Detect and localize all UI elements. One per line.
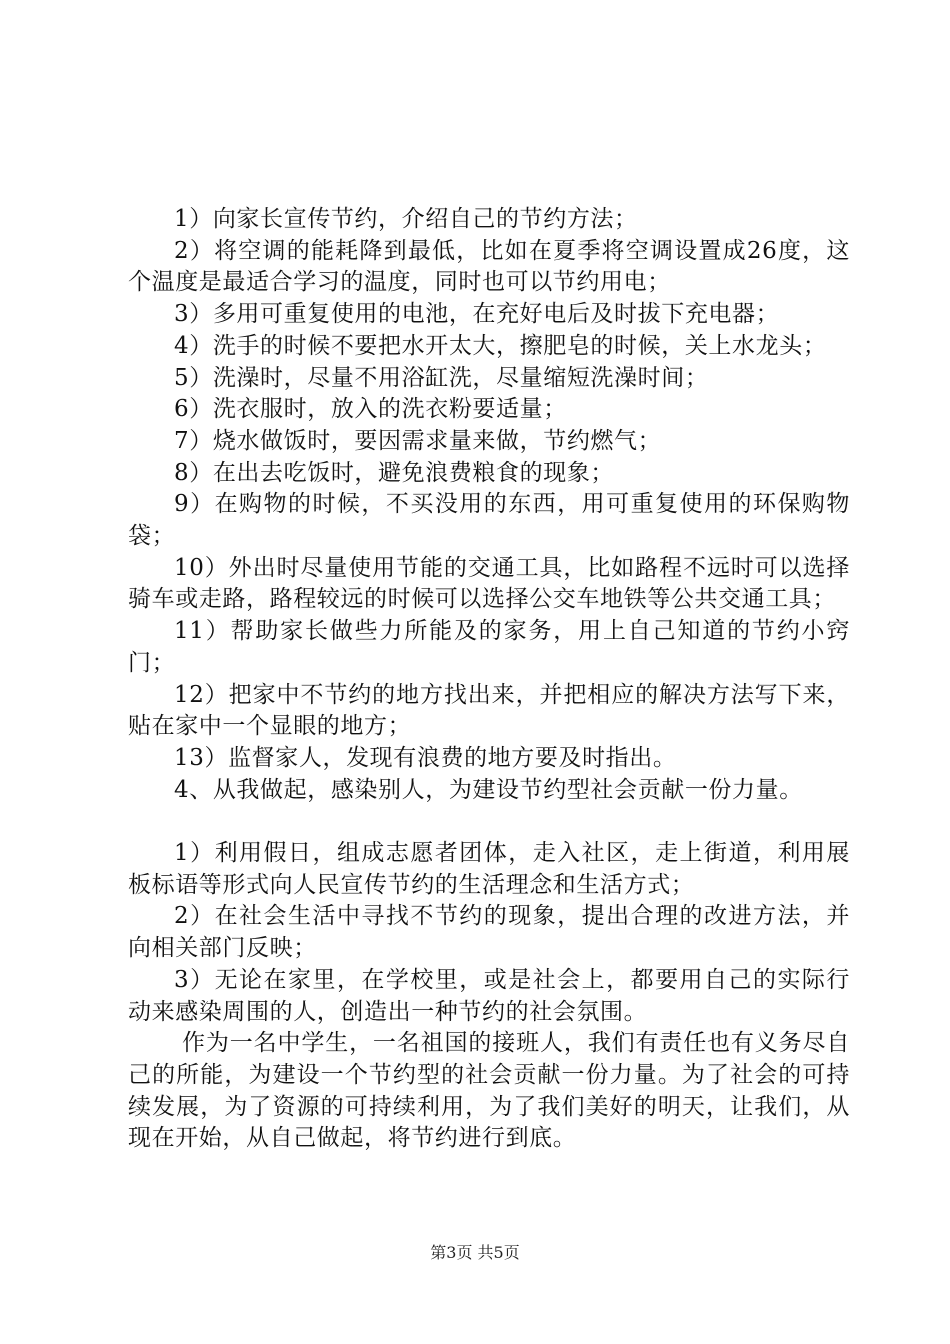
list-item: 5）洗澡时，尽量不用浴缸洗，尽量缩短洗澡时间； bbox=[174, 364, 709, 391]
list-item: 11）帮助家长做些力所能及的家务，用上自己知道的节约小窍门； bbox=[128, 618, 850, 676]
list-item: 8）在出去吃饭时，避免浪费粮食的现象； bbox=[174, 459, 615, 486]
section-heading: 4、从我做起，感染别人，为建设节约型社会贡献一份力量。 bbox=[174, 776, 803, 803]
list-item: 2）在社会生活中寻找不节约的现象，提出合理的改进方法，并向相关部门反映； bbox=[128, 903, 850, 962]
list-item: 13）监督家人，发现有浪费的地方要及时指出。 bbox=[174, 744, 677, 771]
list-item: 7）烧水做饭时，要因需求量来做，节约燃气； bbox=[174, 427, 662, 454]
list-item: 6）洗衣服时，放入的洗衣粉要适量； bbox=[174, 396, 567, 423]
paragraph-gap bbox=[128, 806, 850, 838]
document-body bbox=[128, 204, 850, 1155]
list-item: 1）向家长宣传节约，介绍自己的节约方法； bbox=[174, 206, 638, 232]
list-item: 10）外出时尽量使用节能的交通工具，比如路程不远时可以选择骑车或走路，路程较远的时候可以选择公交车地铁等公共交通工具； bbox=[128, 554, 850, 613]
list-item: 12）把家中不节约的地方找出来，并把相应的解决方法写下来，贴在家中一个显眼的地方； bbox=[128, 681, 850, 740]
closing-paragraph: 作为一名中学生，一名祖国的接班人，我们有责任也有义务尽自己的所能，为建设一个节约型的社会贡献一份力量。为了社会的可持续发展，为了资源的可持续利用，为了我们美好的明天，让我们，从现在开始，从自己做起，将节约进行到底。 bbox=[128, 1030, 850, 1152]
list-item: 9）在购物的时候，不买没用的东西，用可重复使用的环保购物袋； bbox=[128, 491, 850, 550]
list-item: 4）洗手的时候不要把水开太大，擦肥皂的时候，关上水龙头； bbox=[174, 332, 827, 359]
list-item: 1）利用假日，组成志愿者团体，走入社区，走上街道，利用展板标语等形式向人民宣传节约的生活理念和生活方式； bbox=[128, 840, 850, 898]
list-item: 3）无论在家里，在学校里，或是社会上，都要用自己的实际行动来感染周围的人，创造出一种节约的社会氛围。 bbox=[128, 966, 850, 1025]
list-item: 2）将空调的能耗降到最低，比如在夏季将空调设置成26度，这个温度是最适合学习的温度，同时也可以节约用电； bbox=[128, 237, 850, 296]
page-number: 第3页 共5页 bbox=[430, 1243, 520, 1262]
list-item: 3）多用可重复使用的电池，在充好电后及时拔下充电器； bbox=[174, 301, 780, 328]
